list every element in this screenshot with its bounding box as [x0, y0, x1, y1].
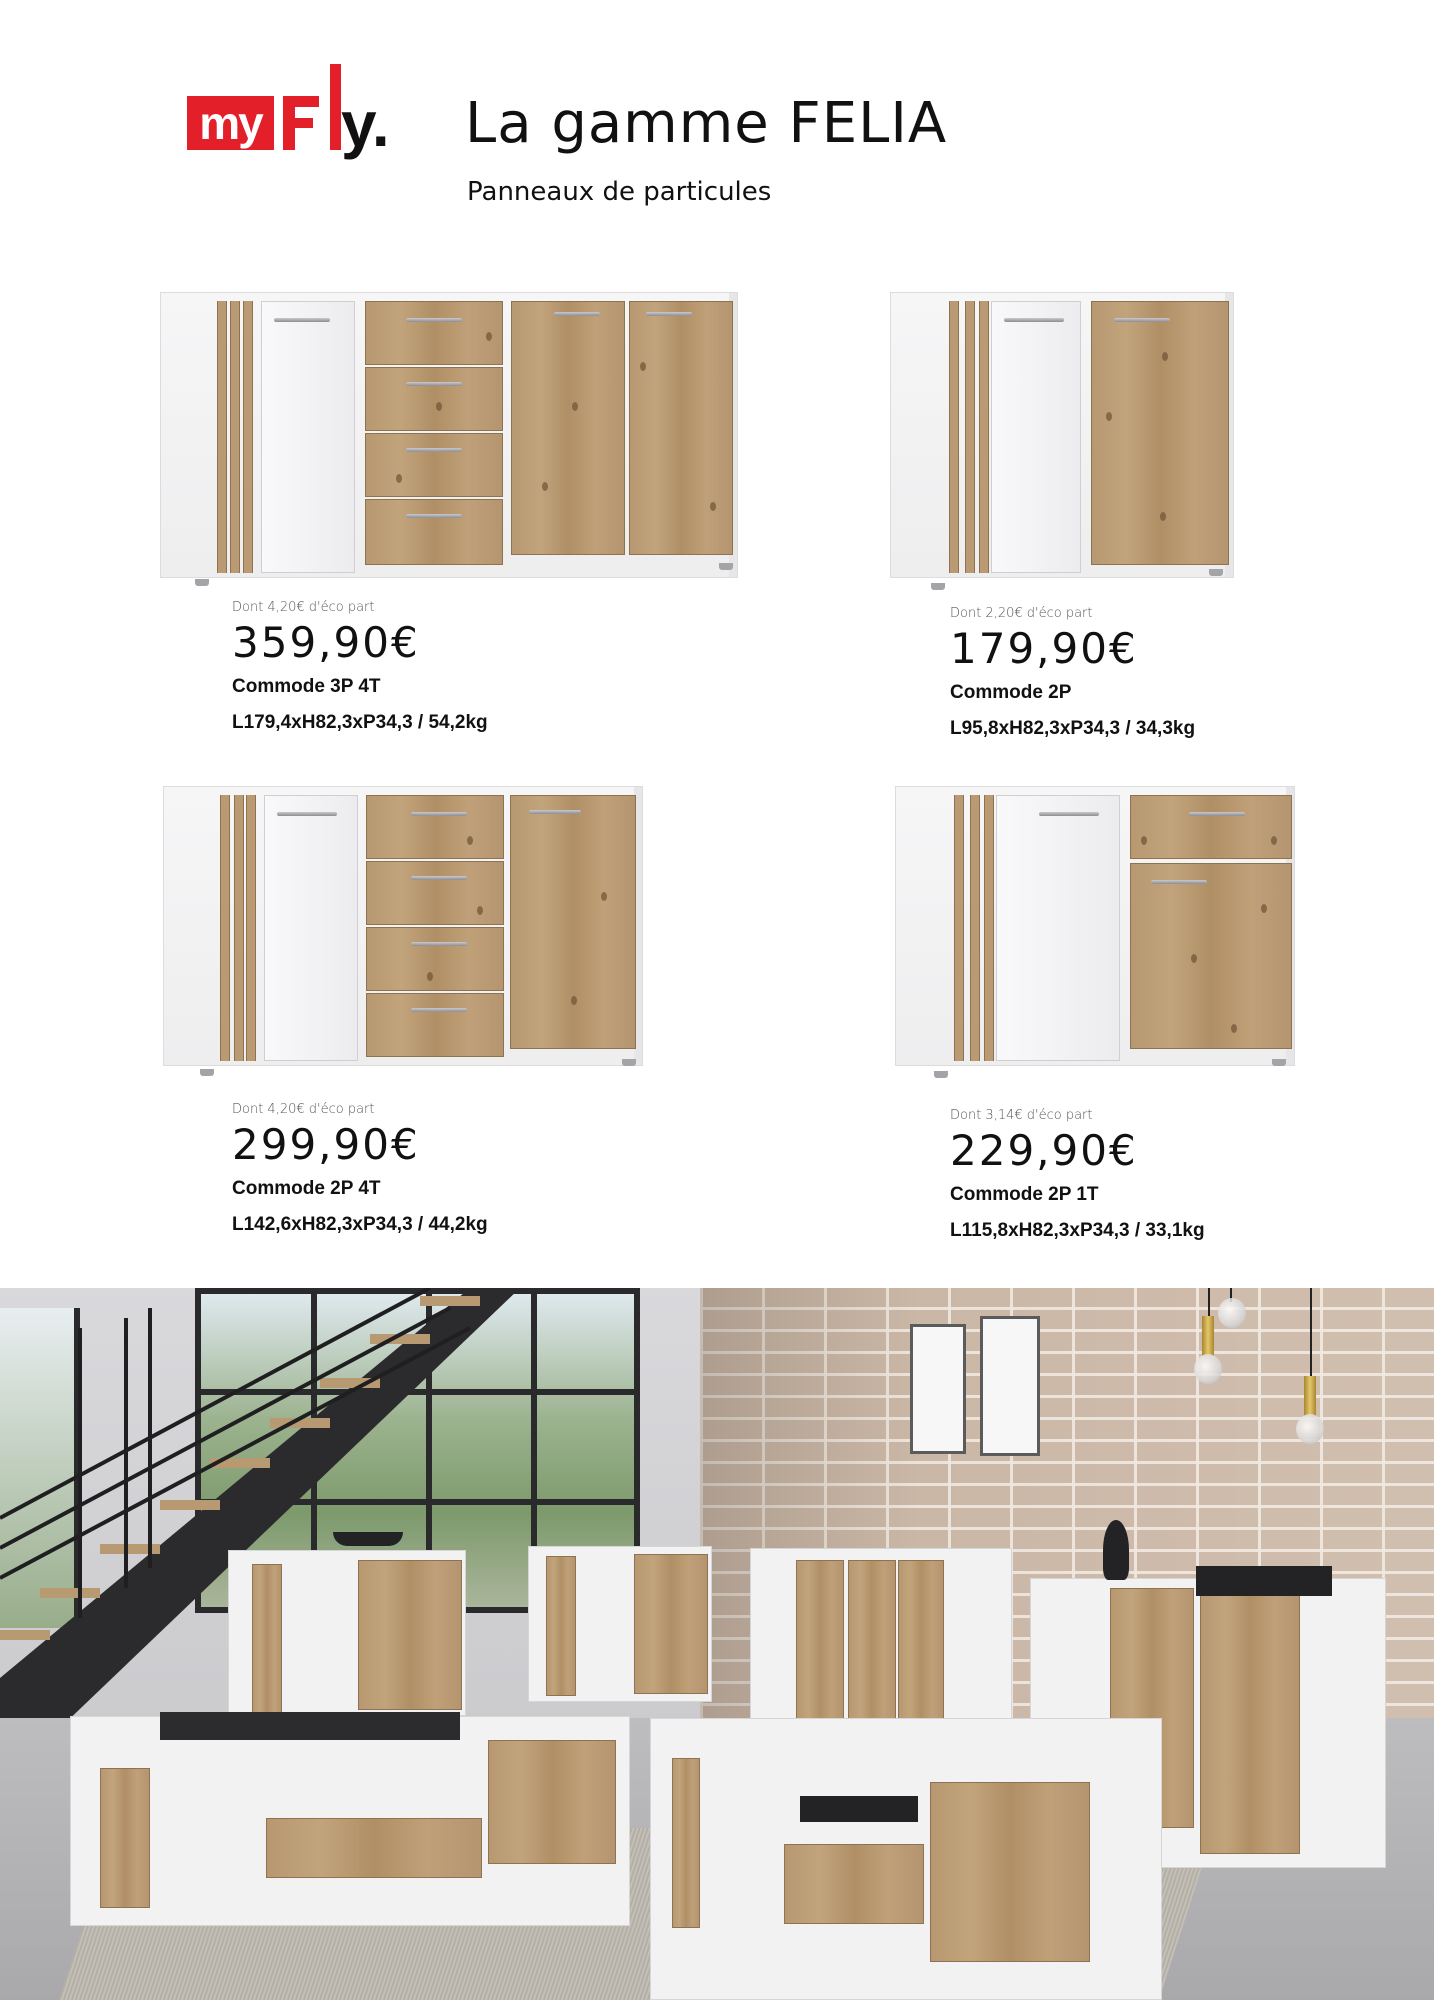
logo-my-box: my: [187, 96, 274, 150]
product-card-commode-2p-4t: [232, 1102, 488, 1238]
product-card-commode-2p: [950, 606, 1195, 742]
product-dimensions: L95,8xH82,3xP34,3 / 34,3kg: [950, 718, 1196, 739]
product-dimensions: L142,6xH82,3xP34,3 / 44,2kg: [232, 1214, 488, 1235]
photo-soundbar: [160, 1712, 460, 1740]
product-name: Commode 2P 1T: [950, 1184, 1099, 1205]
product-card-commode-2p-1t: [950, 1108, 1205, 1244]
product-image-commode-3p-4t: [160, 292, 738, 578]
eco-part-text: Dont 4,20€ d'éco part: [232, 600, 375, 615]
logo-f-letter: [283, 96, 323, 150]
product-price: 359,90€: [232, 618, 420, 667]
product-card-commode-3p-4t: [232, 600, 488, 736]
eco-part-text: Dont 4,20€ d'éco part: [232, 1102, 375, 1117]
logo-y-dot: y.: [341, 88, 390, 160]
myfly-logo: [187, 64, 407, 180]
product-image-commode-2p-4t: [163, 786, 643, 1066]
product-dimensions: L179,4xH82,3xP34,3 / 54,2kg: [232, 712, 488, 733]
product-dimensions: L115,8xH82,3xP34,3 / 33,1kg: [950, 1220, 1205, 1241]
pendant-lamp-icon: [1304, 1376, 1316, 1416]
logo-l-bar: [330, 64, 341, 150]
product-price: 299,90€: [232, 1120, 420, 1169]
photo-wall-frame: [980, 1316, 1040, 1456]
product-name: Commode 3P 4T: [232, 676, 381, 697]
lifestyle-room-photo: [0, 1288, 1434, 2000]
product-price: 229,90€: [950, 1126, 1138, 1175]
eco-part-text: Dont 3,14€ d'éco part: [950, 1108, 1093, 1123]
product-name: Commode 2P 4T: [232, 1178, 381, 1199]
eco-part-text: Dont 2,20€ d'éco part: [950, 606, 1093, 621]
page-subtitle: Panneaux de particules: [467, 177, 772, 207]
product-image-commode-2p: [890, 292, 1234, 578]
photo-wall-frame: [910, 1324, 966, 1454]
product-image-commode-2p-1t: [895, 786, 1295, 1066]
pendant-lamp-icon: [1202, 1316, 1214, 1356]
product-name: Commode 2P: [950, 682, 1072, 703]
page-title: La gamme FELIA: [465, 91, 948, 156]
product-price: 179,90€: [950, 624, 1138, 673]
